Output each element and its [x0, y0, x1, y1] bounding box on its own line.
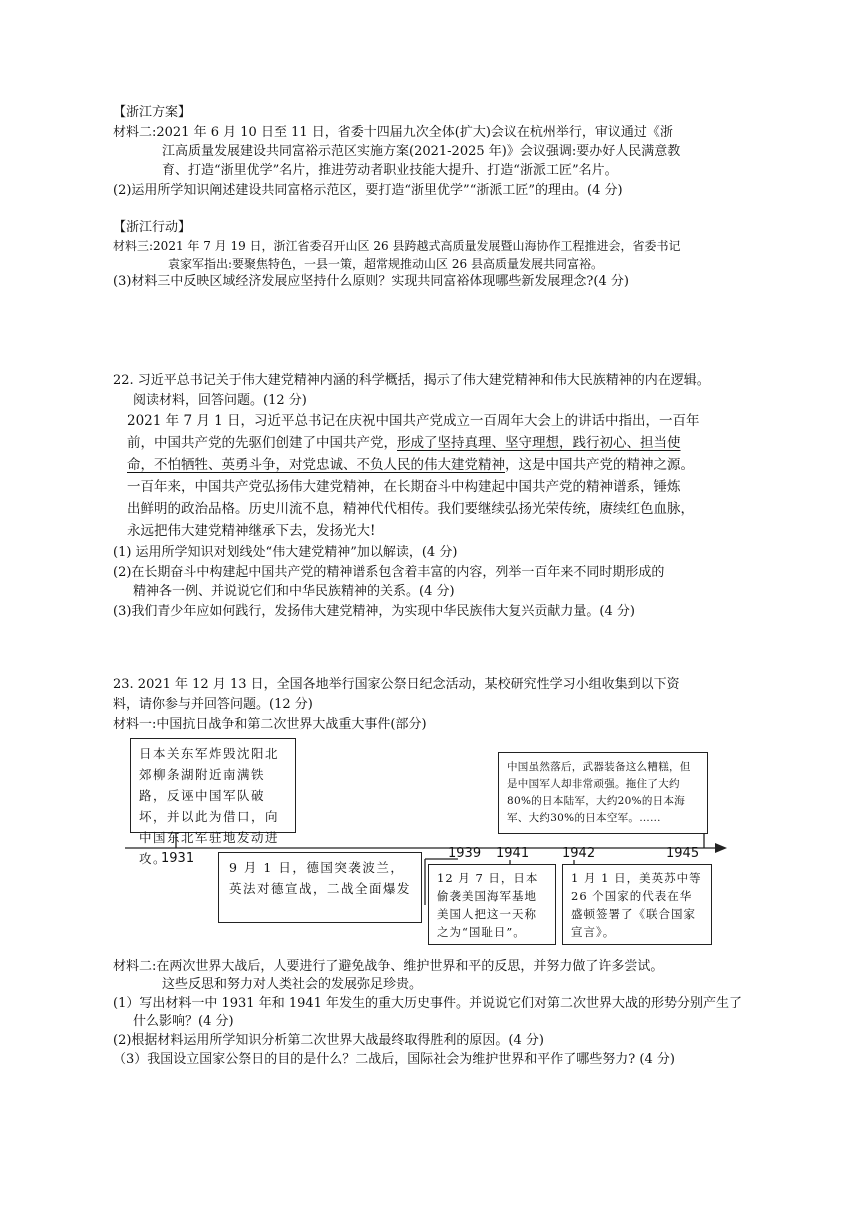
year-1931: 1931	[161, 851, 195, 866]
question-3: (3)材料三中反映区域经济发展应坚持什么原则？实现共同富裕体现哪些新发展理念?(4 分)	[113, 274, 629, 289]
q22-passage-line-6: 永远把伟大建党精神继承下去，发扬光大!	[127, 523, 376, 539]
q22-passage-line-3b: ，这是中国共产党的精神之源。	[505, 457, 694, 473]
underlined-party-spirit-1: 形成了坚持真理、坚守理想，践行初心、担当使	[397, 435, 681, 451]
q22-passage-line-4: 一百年来，中国共产党弘扬伟大建党精神，在长期奋斗中构建起中国共产党的精神谱系，锤炼	[127, 479, 681, 495]
q23-question-1-line-2: 什么影响？(4 分)	[133, 1014, 234, 1029]
year-1942: 1942	[562, 846, 596, 861]
q22-intro-line-1: 22. 习近平总书记关于伟大建党精神内涵的科学概括，揭示了伟大建党精神和伟大民族精神的内在逻辑。	[113, 373, 710, 388]
q22-question-2-line-1: (2)在长期奋斗中构建起中国共产党的精神谱系包含着丰富的内容，列举一百年来不同时期形成的	[113, 565, 665, 580]
timeline-arrow-icon	[715, 843, 727, 853]
q23-question-2: (2)根据材料运用所学知识分析第二次世界大战最终取得胜利的原因。(4 分)	[113, 1033, 544, 1048]
material-3-line-2: 袁家军指出:要聚焦特色，一县一策，超常规推动山区 26 县高质量发展共同富裕。	[168, 257, 603, 271]
q22-passage-line-2a: 前，中国共产党的先驱们创建了中国共产党，	[127, 435, 397, 451]
event-box-1939: 9 月 1 日，德国突袭波兰，英法对德宣战，二战全面爆发	[218, 852, 422, 923]
q23-question-1-line-1: (1）写出材料一中 1931 年和 1941 年发生的重大历史事件。并说说它们对第二次世界大战的形势分别产生了	[113, 996, 743, 1011]
year-1945: 1945	[666, 846, 700, 861]
material-1-title: 材料一:中国抗日战争和第二次世界大战重大事件(部分)	[113, 717, 427, 732]
material-2-line-2: 江高质量发展建设共同富裕示范区实施方案(2021-2025 年)》会议强调:要办好人民满意教	[162, 144, 681, 159]
q22-question-2-line-2: 精神各一例、并说说它们和中华民族精神的关系。(4 分)	[133, 584, 455, 599]
question-2: (2)运用所学知识阐述建设共同富格示范区，要打造“浙里优学”“浙派工匠”的理由。(4 分)	[113, 183, 623, 198]
q23-material-2-line-2: 这些反思和努力对人类社会的发展弥足珍贵。	[162, 977, 423, 992]
q22-question-3: (3)我们青少年应如何践行，发扬伟大建党精神，为实现中华民族伟大复兴贡献力量。(4 分)	[113, 604, 635, 619]
q23-material-2-line-1: 材料二:在两次世界大战后，人要进行了避免战争、维护世界和平的反思，并努力做了许多尝试。	[113, 959, 664, 974]
q22-passage-line-5: 出鲜明的政治品格。历史川流不息，精神代代相传。我们要继续弘扬光荣传统，赓续红色血脉，	[127, 501, 694, 517]
year-1939: 1939	[448, 846, 482, 861]
event-box-1941: 12 月 7 日，日本偷袭美国海军基地美国人把这一天称之为“国耻日”。	[428, 864, 556, 945]
underlined-party-spirit-2: 命，不怕牺牲、英勇斗争，对党忠诚、不负人民的伟大建党精神	[127, 457, 505, 473]
q23-intro-line-1: 23. 2021 年 12 月 13 日，全国各地举行国家公祭日纪念活动，某校研究性学习小组收集到以下资	[113, 677, 680, 692]
event-box-1931: 日本关东军炸毁沈阳北郊柳条湖附近南满铁路，反诬中国军队破坏，并以此为借口，向中国东北军驻地发动进攻。	[130, 738, 296, 833]
material-2-line-1: 材料二:2021 年 6 月 10 日至 11 日，省委十四届九次全体(扩大)会议在杭州举行，审议通过《浙	[113, 125, 673, 140]
q22-passage-line-1: 2021 年 7 月 1 日，习近平总书记在庆祝中国共产党成立一百周年大会上的讲话中指出，一百年	[127, 413, 700, 429]
material-3-line-1: 材料三:2021 年 7 月 19 日，浙江省委召开山区 26 县跨越式高质量发展暨山海协作工程推进会，省委书记	[113, 239, 681, 253]
event-box-1942: 1 月 1 日，美英苏中等 26 个国家的代表在华盛顿签署了《联合国家宣言》。	[562, 864, 712, 945]
section-heading-action: 【浙江行动】	[113, 220, 192, 235]
event-box-quote: 中国虽然落后，武器装备这么糟糕，但是中国军人却非常顽强。拖住了大约80%的日本陆军，大约20%的日本海军、大约30%的日本空军。……	[498, 752, 708, 834]
section-heading-plan: 【浙江方案】	[113, 105, 192, 120]
q23-intro-line-2: 料，请你参与并回答问题。(12 分)	[113, 697, 313, 712]
material-2-line-3: 育、打造“浙里优学”名片，推进劳动者职业技能大提升、打造“浙派工匠”名片。	[162, 163, 618, 178]
year-1941: 1941	[496, 846, 530, 861]
q22-question-1: (1) 运用所学知识对划线处“伟大建党精神”加以解读，(4 分)	[113, 545, 458, 560]
q22-intro-line-2: 阅读材料，回答问题。(12 分)	[133, 393, 307, 408]
q23-question-3: （3）我国设立国家公祭日的目的是什么？二战后，国际社会为维护世界和平作了哪些努力? (4 分)	[113, 1052, 675, 1067]
